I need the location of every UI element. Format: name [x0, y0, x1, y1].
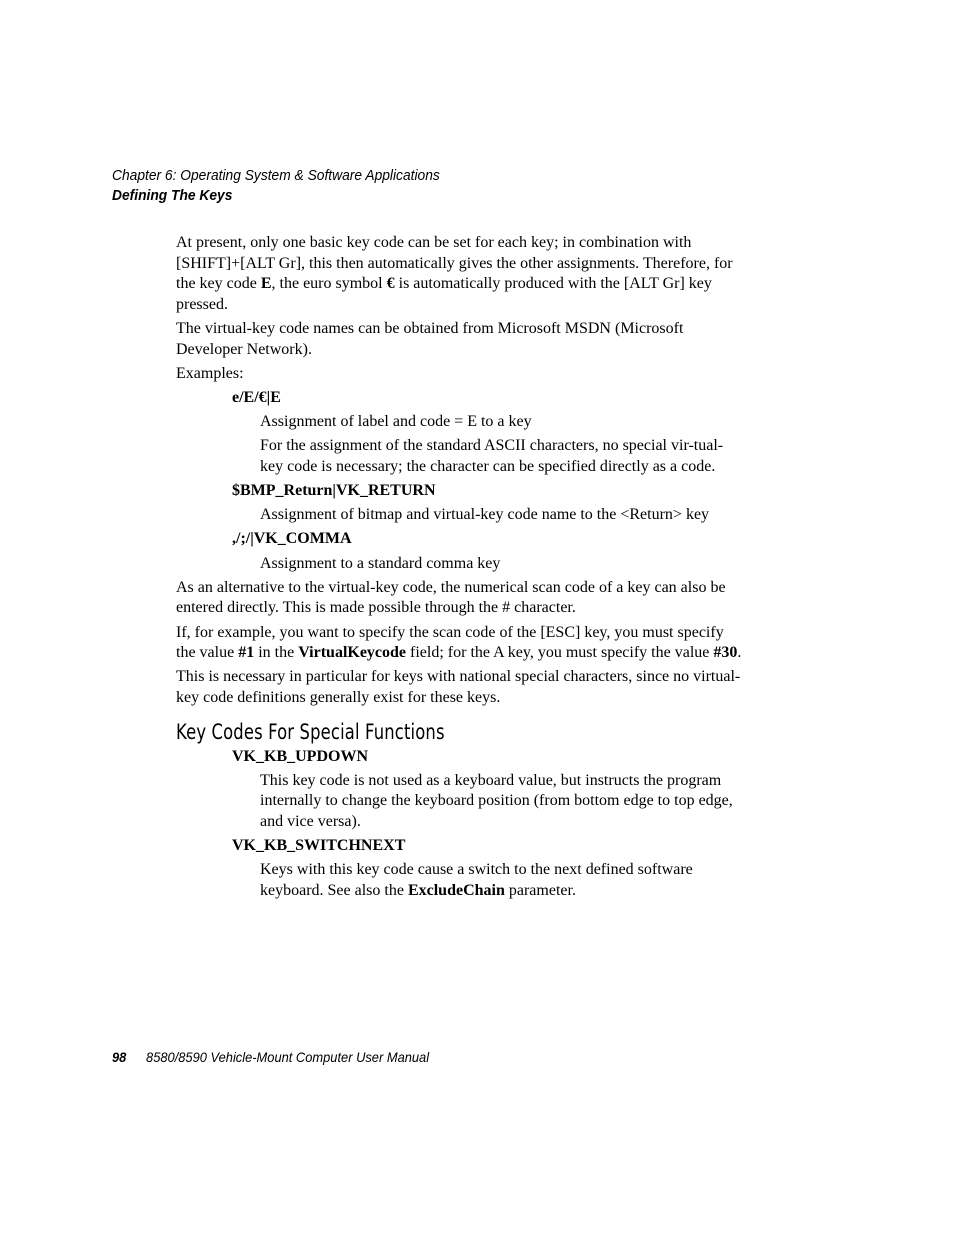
example-desc-1a: Assignment of label and code = E to a key — [260, 413, 532, 431]
examples-label: Examples: — [176, 364, 244, 382]
section-title: Defining The Keys — [112, 187, 233, 204]
intro-paragraph — [176, 233, 746, 315]
page-number: 98 — [112, 1049, 127, 1065]
page-header — [112, 166, 440, 206]
intro-text-2: , the euro symbol — [271, 275, 387, 293]
page-footer — [112, 1048, 429, 1066]
esc-text-3: field; for the A key, you must specify the value — [406, 644, 714, 662]
key-desc-updown: This key code is not used as a keyboard value, but instructs the program internally to change the keyboard position (from bottom edge to top edge, and vice versa). — [260, 771, 733, 830]
switchnext-text-2: parameter. — [504, 881, 576, 899]
key-code-switchnext: VK_KB_SWITCHNEXT — [232, 837, 406, 855]
esc-example-paragraph — [176, 623, 746, 664]
scan-code-paragraph: As an alternative to the virtual-key code, the numerical scan code of a key can also be entered directly. This is made possible through the # character. — [176, 578, 726, 617]
page-body — [176, 233, 746, 905]
chapter-title: Chapter 6: Operating System & Software Applications — [112, 167, 440, 184]
virtualkeycode-field: VirtualKeycode — [298, 644, 407, 662]
excludechain-parameter: ExcludeChain — [407, 881, 505, 899]
esc-text-2: in the — [254, 644, 299, 662]
intro-text-1: At present, only one basic key code can be set for each key; in combination with [SHIFT]+[ALT Gr], this then automatically gives the other assignments. Therefore, for the key code — [176, 234, 733, 293]
key-desc-switchnext — [260, 860, 746, 901]
esc-text-4: . — [737, 644, 742, 662]
value-hash-30: #30 — [713, 644, 738, 662]
section-heading: Key Codes For Special Functions — [176, 719, 445, 744]
intro-text-3: is automatically produced with the [ALT Gr] key pressed. — [176, 275, 712, 313]
value-hash-1: #1 — [238, 644, 255, 662]
euro-symbol: € — [386, 275, 395, 293]
example-desc-3: Assignment to a standard comma key — [260, 554, 501, 572]
example-code-1: e/E/€|E — [232, 388, 281, 406]
esc-text-1: If, for example, you want to specify the scan code of the [ESC] key, you must specify the value — [176, 623, 724, 662]
key-code-e: E — [260, 275, 272, 293]
example-desc-2: Assignment of bitmap and virtual-key code name to the <Return> key — [260, 506, 710, 524]
example-desc-1b: For the assignment of the standard ASCII characters, no special vir-tual-key code is necessary; the character can be specified directly as a code. — [260, 437, 724, 475]
msdn-paragraph: The virtual-key code names can be obtained from Microsoft MSDN (Microsoft Developer Network). — [176, 319, 684, 358]
manual-title: 8580/8590 Vehicle-Mount Computer User Manual — [146, 1049, 430, 1065]
example-code-2: $BMP_Return|VK_RETURN — [232, 482, 436, 500]
national-chars-paragraph: This is necessary in particular for keys with national special characters, since no virtual-key code definitions generally exist for these keys. — [176, 668, 741, 706]
example-code-3: ,/;/|VK_COMMA — [232, 530, 352, 548]
switchnext-text-1: Keys with this key code cause a switch to the next defined software keyboard. See also the — [260, 861, 693, 899]
key-code-updown: VK_KB_UPDOWN — [232, 747, 368, 765]
